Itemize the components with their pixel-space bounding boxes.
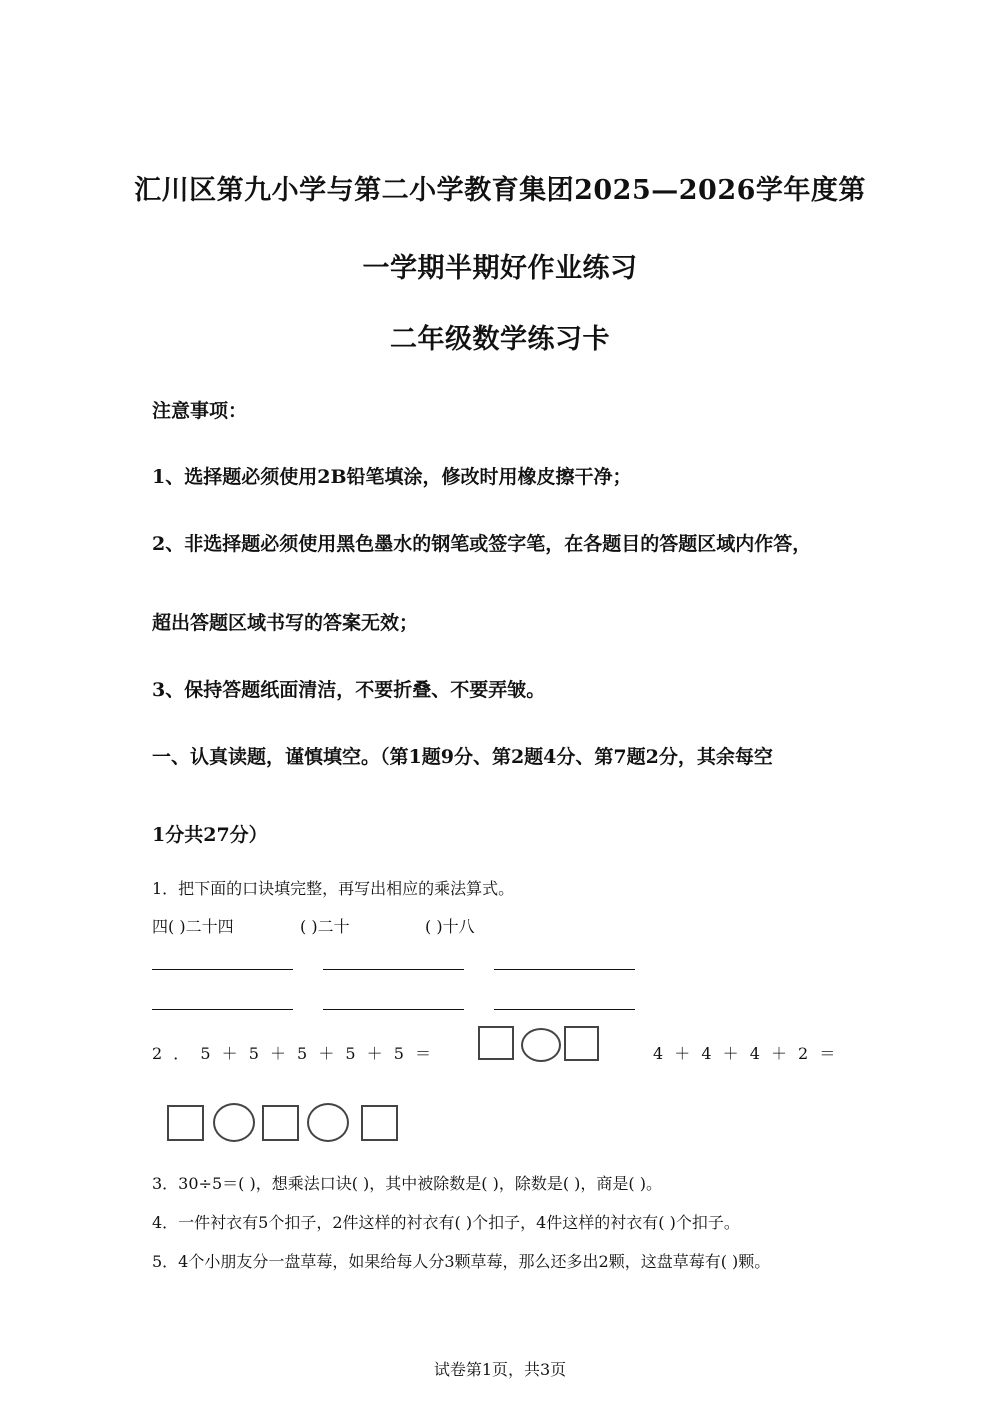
q1-prompt: 1．把下面的口诀填完整，再写出相应的乘法算式。 xyxy=(152,879,515,898)
q5-text: 5．4个小朋友分一盘草莓，如果给每人分3颗草莓，那么还多出2颗，这盘草莓有( )颗。 xyxy=(152,1252,771,1271)
square-box[interactable] xyxy=(478,1026,514,1060)
note-item-2b: 超出答题区域书写的答案无效； xyxy=(152,612,419,634)
q3-text: 3．30÷5＝( )，想乘法口诀( )，其中被除数是( )，除数是( )，商是( )。 xyxy=(152,1174,662,1193)
q1-item-b: ( )二十 xyxy=(300,917,350,936)
q1-item-a: 四( )二十四 xyxy=(152,917,234,936)
notes-heading: 注意事项： xyxy=(152,400,248,422)
page-footer: 试卷第1页，共3页 xyxy=(433,1360,567,1379)
q4-text: 4．一件衬衣有5个扣子，2件这样的衬衣有( )个扣子，4件这样的衬衣有( )个扣子。 xyxy=(152,1213,740,1232)
q1-answer-line[interactable] xyxy=(323,969,464,970)
q2-expression-2: 4 ＋ 4 ＋ 4 ＋ 2 ＝ xyxy=(653,1044,836,1063)
circle-box[interactable] xyxy=(213,1103,255,1142)
square-box[interactable] xyxy=(361,1105,398,1141)
circle-box[interactable] xyxy=(521,1028,561,1062)
q1-answer-line[interactable] xyxy=(323,1009,464,1010)
q2-expression-1: 2 ． 5 ＋ 5 ＋ 5 ＋ 5 ＋ 5 ＝ xyxy=(152,1044,432,1063)
q1-answer-line[interactable] xyxy=(152,969,293,970)
note-item-3: 3、保持答题纸面清洁，不要折叠、不要弄皱。 xyxy=(152,679,546,701)
square-box[interactable] xyxy=(167,1105,204,1141)
note-item-2a: 2、非选择题必须使用黑色墨水的钢笔或签字笔，在各题目的答题区域内作答， xyxy=(152,533,812,555)
q1-answer-line[interactable] xyxy=(494,1009,635,1010)
square-box[interactable] xyxy=(564,1026,599,1061)
note-item-1: 1、选择题必须使用2B铅笔填涂，修改时用橡皮擦干净； xyxy=(152,466,632,488)
q1-item-c: ( )十八 xyxy=(425,917,475,936)
title-line-3: 二年级数学练习卡 xyxy=(390,324,610,355)
q1-answer-line[interactable] xyxy=(152,1009,293,1010)
section-1-heading-b: 1分共27分） xyxy=(152,824,268,846)
title-line-1: 汇川区第九小学与第二小学教育集团2025—2026学年度第 xyxy=(134,175,866,206)
circle-box[interactable] xyxy=(307,1103,349,1142)
section-1-heading-a: 一、认真读题，谨慎填空。（第1题9分、第2题4分、第7题2分，其余每空 xyxy=(152,746,773,768)
title-line-2: 一学期半期好作业练习 xyxy=(362,253,638,284)
square-box[interactable] xyxy=(262,1105,299,1141)
q1-answer-line[interactable] xyxy=(494,969,635,970)
